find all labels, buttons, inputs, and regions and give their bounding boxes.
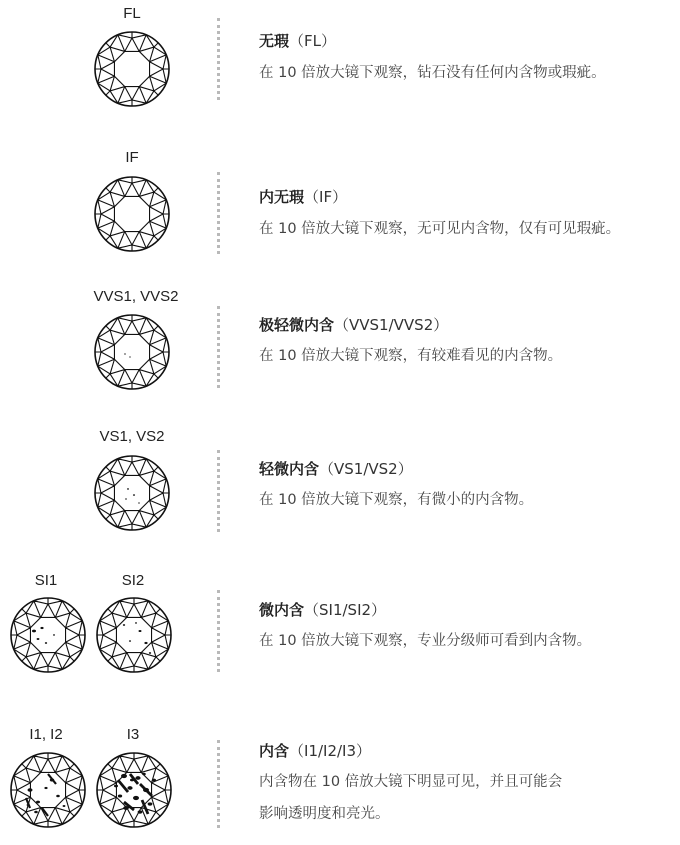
dotted-divider — [217, 172, 220, 254]
grade-label-vvs: VVS1, VVS2 — [93, 288, 179, 305]
grade-title: 内无瑕（IF） — [259, 188, 348, 206]
diamond-icon — [92, 453, 172, 533]
inclusion-mark — [114, 785, 118, 788]
diamond-icon — [92, 312, 172, 392]
inclusion-mark — [148, 802, 153, 805]
dotted-divider — [217, 740, 220, 828]
grade-description: 在 10 倍放大镜下观察，有较难看见的内含物。 — [259, 348, 563, 364]
inclusion-mark — [44, 787, 47, 789]
inclusion-mark — [133, 796, 139, 800]
grade-description: 在 10 倍放大镜下观察，专业分级师可看到内含物。 — [259, 633, 592, 649]
grade-description: 在 10 倍放大镜下观察，无可见内含物，仅有可见瑕疵。 — [259, 221, 621, 237]
dotted-divider — [217, 306, 220, 388]
inclusion-mark — [37, 638, 40, 640]
diamond-icon — [8, 750, 88, 830]
diamond-icon — [8, 595, 88, 675]
inclusion-mark — [135, 776, 140, 780]
grade-title: 内含（I1/I2/I3） — [259, 742, 372, 760]
inclusion-mark — [125, 498, 127, 499]
grade-description: 在 10 倍放大镜下观察，有微小的内含物。 — [259, 492, 534, 508]
girdle-outline — [95, 177, 169, 251]
inclusion-mark — [123, 624, 125, 626]
grade-title: 无瑕（FL） — [259, 32, 337, 50]
inclusion-mark — [63, 805, 66, 807]
grade-description: 在 10 倍放大镜下观察，钻石没有任何内含物或瑕疵。 — [259, 65, 606, 81]
girdle-outline — [97, 598, 171, 672]
inclusion-mark — [142, 773, 146, 776]
inclusion-mark — [127, 488, 129, 489]
grade-label-fl: FL — [123, 5, 141, 22]
inclusion-mark — [32, 630, 36, 633]
dotted-divider — [217, 590, 220, 672]
inclusion-mark — [152, 779, 156, 782]
inclusion-mark — [118, 794, 122, 797]
girdle-outline — [97, 753, 171, 827]
inclusion-mark — [135, 622, 137, 623]
grade-label-if: IF — [125, 149, 139, 166]
grade-label-si1: SI1 — [34, 572, 58, 589]
inclusion-mark — [129, 356, 130, 357]
inclusion-mark — [139, 630, 142, 632]
grade-label-si2: SI2 — [121, 572, 145, 589]
inclusion-mark — [133, 494, 135, 496]
inclusion-mark — [138, 502, 140, 503]
inclusion-mark — [129, 640, 131, 642]
girdle-outline — [95, 32, 169, 106]
inclusion-mark — [34, 811, 38, 814]
inclusion-mark — [149, 652, 151, 654]
inclusion-mark — [56, 795, 60, 798]
dotted-divider — [217, 450, 220, 532]
girdle-outline — [95, 315, 169, 389]
inclusion-mark — [127, 786, 132, 790]
dotted-divider — [217, 18, 220, 100]
inclusion-mark — [45, 642, 47, 644]
girdle-outline — [11, 598, 85, 672]
diamond-icon — [92, 174, 172, 254]
grade-label-vs: VS1, VS2 — [99, 428, 165, 445]
grade-title: 轻微内含（VS1/VS2） — [259, 460, 413, 478]
inclusion-mark — [124, 353, 126, 354]
inclusion-mark — [53, 634, 55, 635]
inclusion-mark — [40, 627, 43, 629]
diamond-icon — [92, 29, 172, 109]
girdle-outline — [95, 456, 169, 530]
grade-title: 微内含（SI1/SI2） — [259, 601, 387, 619]
inclusion-mark — [138, 810, 143, 813]
inclusion-mark — [144, 642, 147, 644]
diamond-icon — [94, 595, 174, 675]
grade-title: 极轻微内含（VVS1/VVS2） — [259, 316, 449, 334]
grade-label-i3: I3 — [126, 726, 140, 743]
grade-description-line2: 影响透明度和亮光。 — [259, 806, 390, 822]
inclusion-mark — [121, 774, 127, 778]
grade-label-i1-i2: I1, I2 — [29, 726, 63, 743]
grade-description: 内含物在 10 倍放大镜下明显可见，并且可能会 — [259, 774, 563, 790]
diamond-icon — [94, 750, 174, 830]
inclusion-mark — [36, 801, 40, 804]
inclusion-mark — [28, 788, 33, 792]
